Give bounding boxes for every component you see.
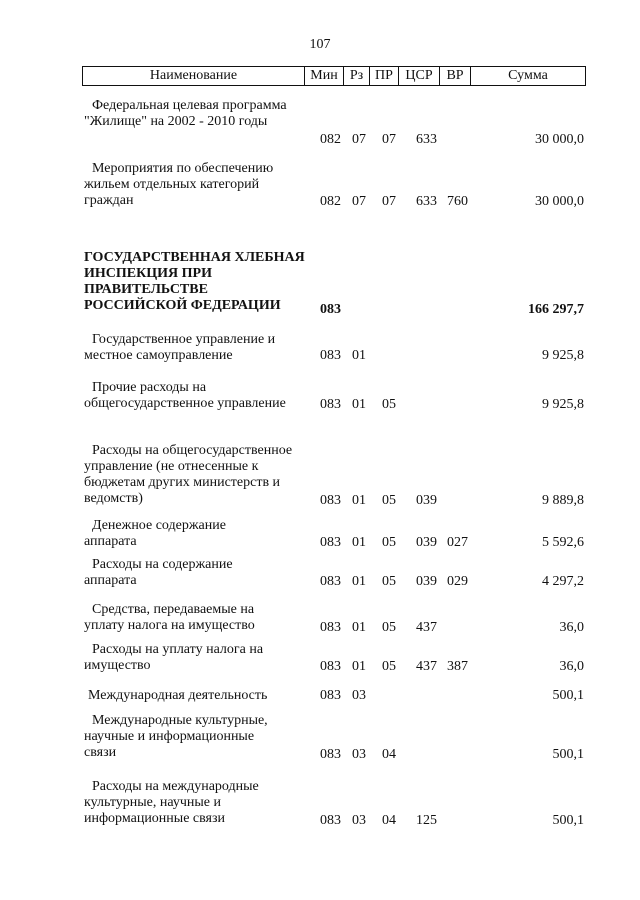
row-sum: 9 925,8 bbox=[542, 348, 584, 363]
row-pr: 05 bbox=[382, 397, 396, 412]
header-sum: Сумма bbox=[470, 66, 586, 86]
row-pr: 04 bbox=[382, 813, 396, 828]
row-sum: 166 297,7 bbox=[528, 302, 584, 317]
row-sum: 5 592,6 bbox=[542, 535, 584, 550]
row-min: 082 bbox=[320, 132, 341, 147]
row-vr: 760 bbox=[447, 194, 468, 209]
row-min: 083 bbox=[320, 620, 341, 635]
row-csr: 039 bbox=[416, 535, 437, 550]
row-csr: 039 bbox=[416, 574, 437, 589]
row-name: Денежное содержание аппарата bbox=[84, 518, 226, 549]
row-rz: 01 bbox=[352, 348, 366, 363]
row-min: 083 bbox=[320, 493, 341, 508]
row-name: Средства, передаваемые на уплату налога на имущество bbox=[84, 602, 255, 633]
row-min: 083 bbox=[320, 747, 341, 762]
row-sum: 4 297,2 bbox=[542, 574, 584, 589]
row-rz: 01 bbox=[352, 574, 366, 589]
row-min: 082 bbox=[320, 194, 341, 209]
header-rz: Рз bbox=[343, 66, 370, 86]
row-min: 083 bbox=[320, 397, 341, 412]
row-rz: 07 bbox=[352, 194, 366, 209]
row-sum: 500,1 bbox=[552, 747, 584, 762]
row-name: Прочие расходы на общегосударственное управление bbox=[84, 380, 286, 411]
row-sum: 9 889,8 bbox=[542, 493, 584, 508]
row-rz: 03 bbox=[352, 747, 366, 762]
row-pr: 05 bbox=[382, 659, 396, 674]
row-pr: 07 bbox=[382, 194, 396, 209]
row-min: 083 bbox=[320, 535, 341, 550]
row-name: ГОСУДАРСТВЕННАЯ ХЛЕБНАЯ ИНСПЕКЦИЯ ПРИ ПРАВИТЕЛЬСТВЕ РОССИЙСКОЙ ФЕДЕРАЦИИ bbox=[84, 250, 305, 313]
row-sum: 9 925,8 bbox=[542, 397, 584, 412]
row-sum: 36,0 bbox=[559, 620, 584, 635]
row-name: Расходы на содержание аппарата bbox=[84, 557, 233, 588]
row-min: 083 bbox=[320, 659, 341, 674]
row-rz: 07 bbox=[352, 132, 366, 147]
row-rz: 01 bbox=[352, 397, 366, 412]
row-sum: 500,1 bbox=[552, 813, 584, 828]
row-csr: 437 bbox=[416, 620, 437, 635]
row-pr: 05 bbox=[382, 493, 396, 508]
row-min: 083 bbox=[320, 574, 341, 589]
row-rz: 03 bbox=[352, 688, 366, 703]
header-name: Наименование bbox=[82, 66, 305, 86]
row-name: Государственное управление и местное самоуправление bbox=[84, 332, 276, 363]
row-pr: 05 bbox=[382, 535, 396, 550]
row-vr: 387 bbox=[447, 659, 468, 674]
row-sum: 500,1 bbox=[552, 688, 584, 703]
row-csr: 633 bbox=[416, 194, 437, 209]
header-pr: ПР bbox=[369, 66, 399, 86]
row-min: 083 bbox=[320, 348, 341, 363]
row-vr: 027 bbox=[447, 535, 468, 550]
header-csr: ЦСР bbox=[398, 66, 440, 86]
row-vr: 029 bbox=[447, 574, 468, 589]
row-name: Расходы на общегосударственное управление (не отнесенные к бюджетам других министерств и ведомств) bbox=[84, 443, 293, 506]
row-min: 083 bbox=[320, 813, 341, 828]
row-csr: 125 bbox=[416, 813, 437, 828]
page-number: 107 bbox=[309, 37, 331, 52]
row-csr: 039 bbox=[416, 493, 437, 508]
row-name: Мероприятия по обеспечению жильем отдельных категорий граждан bbox=[84, 161, 274, 208]
row-pr: 07 bbox=[382, 132, 396, 147]
row-csr: 437 bbox=[416, 659, 437, 674]
row-name: Расходы на международные культурные, научные и информационные связи bbox=[84, 779, 259, 826]
row-rz: 01 bbox=[352, 493, 366, 508]
header-min: Мин bbox=[304, 66, 344, 86]
row-sum: 30 000,0 bbox=[535, 194, 584, 209]
row-name: Международные культурные, научные и информационные связи bbox=[84, 713, 268, 760]
row-min: 083 bbox=[320, 302, 341, 317]
row-sum: 30 000,0 bbox=[535, 132, 584, 147]
row-rz: 01 bbox=[352, 620, 366, 635]
row-sum: 36,0 bbox=[559, 659, 584, 674]
row-name: Расходы на уплату налога на имущество bbox=[84, 642, 264, 673]
header-vr: ВР bbox=[439, 66, 471, 86]
row-pr: 04 bbox=[382, 747, 396, 762]
row-name: Международная деятельность bbox=[88, 688, 268, 703]
row-pr: 05 bbox=[382, 620, 396, 635]
row-rz: 03 bbox=[352, 813, 366, 828]
row-rz: 01 bbox=[352, 659, 366, 674]
row-pr: 05 bbox=[382, 574, 396, 589]
row-min: 083 bbox=[320, 688, 341, 703]
row-rz: 01 bbox=[352, 535, 366, 550]
row-name: Федеральная целевая программа "Жилище" на 2002 - 2010 годы bbox=[84, 98, 287, 129]
row-csr: 633 bbox=[416, 132, 437, 147]
